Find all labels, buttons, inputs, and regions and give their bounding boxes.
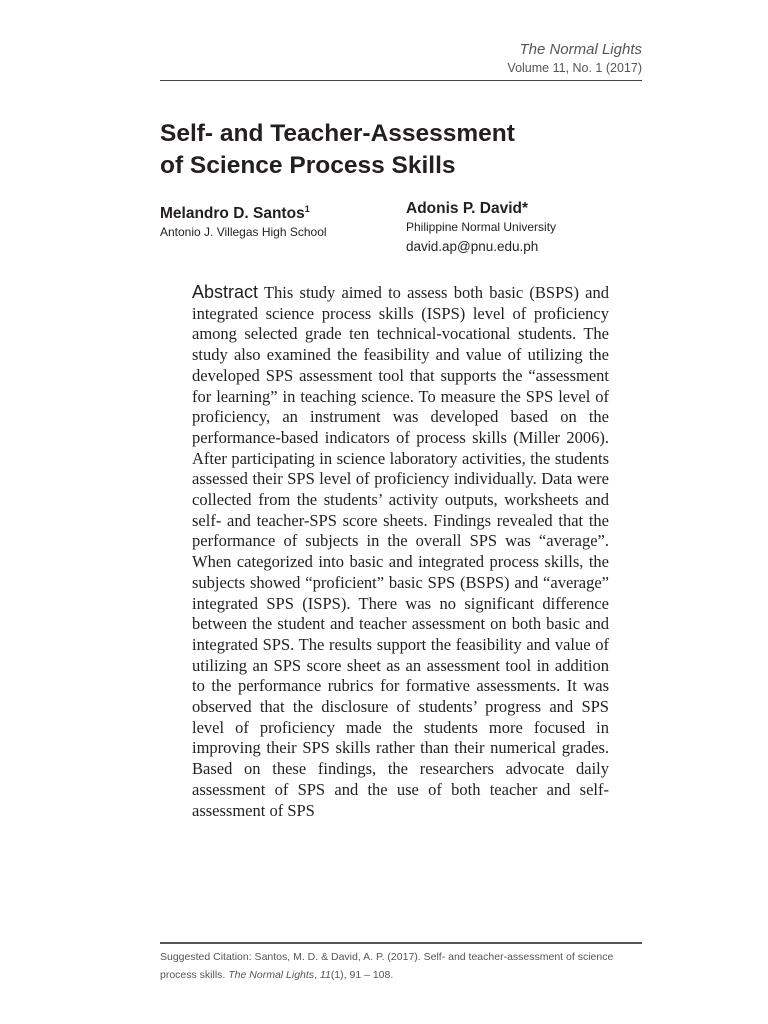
author-2-email: david.ap@pnu.edu.ph bbox=[406, 239, 539, 254]
abstract-label: Abstract bbox=[192, 282, 259, 302]
abstract bbox=[192, 282, 609, 821]
journal-volume: Volume 11, No. 1 (2017) bbox=[507, 61, 642, 75]
author-2 bbox=[406, 199, 556, 257]
citation-journal: The Normal Lights bbox=[228, 969, 315, 981]
citation-sep: , bbox=[314, 969, 320, 981]
suggested-citation bbox=[160, 948, 650, 984]
abstract-text: This study aimed to assess both basic (BSPS) and integrated science process skills (ISPS) level of proficiency among selected grade ten technical-vocational students. The study also examined the feasibility and value of utilizing the developed SPS assessment tool that supports the “assessment for learning” in teaching science. To measure the SPS level of proficiency, an instrument was developed based on the performance-based indicators of process skills (Miller 2006). After participating in science laboratory activities, the students assessed their SPS level of proficiency individually. Data were collected from the students’ activity outputs, worksheets and self- and teacher-SPS score sheets. Findings revealed that the performance of subjects in the overall SPS was “average”. When categorized into basic and integrated process skills, the subjects showed “proficient” basic SPS (BSPS) and “average” integrated SPS (ISPS). There was no significant difference between the student and teacher assessment on both basic and integrated SPS. The results support the feasibility and value of utilizing an SPS score sheet as an assessment tool in addition to the performance rubrics for formative assessments. It was observed that the disclosure of students’ progress and SPS level of proficiency made the students more focused in improving their SPS skills rather than their numerical grades. Based on these findings, the researchers advocate daily assessment of SPS and the use of both teacher and self-assessment of SPS bbox=[192, 283, 609, 820]
journal-name: The Normal Lights bbox=[519, 41, 642, 58]
citation-issue-pages: (1), 91 – 108. bbox=[330, 969, 394, 981]
citation-prefix: Suggested Citation: Santos, M. D. & David, A. P. (2017). Self- and teacher-assessment of science process skills. bbox=[160, 951, 614, 981]
author-2-affiliation: Philippine Normal University bbox=[406, 220, 557, 234]
author-1-affiliation: Antonio J. Villegas High School bbox=[160, 225, 327, 239]
header-rule bbox=[160, 80, 642, 81]
footer-rule bbox=[160, 942, 642, 944]
paper-title bbox=[160, 118, 630, 182]
author-1 bbox=[160, 199, 327, 240]
author-1-name-line bbox=[160, 199, 327, 224]
title-line-2: of Science Process Skills bbox=[160, 152, 456, 179]
running-header bbox=[507, 40, 642, 76]
author-1-name: Melandro D. Santos bbox=[160, 205, 305, 222]
citation-volume: 11 bbox=[319, 969, 331, 981]
author-1-marker: 1 bbox=[304, 204, 310, 214]
title-line-1: Self- and Teacher-Assessment bbox=[160, 120, 515, 147]
author-2-name: Adonis P. David* bbox=[406, 200, 529, 217]
